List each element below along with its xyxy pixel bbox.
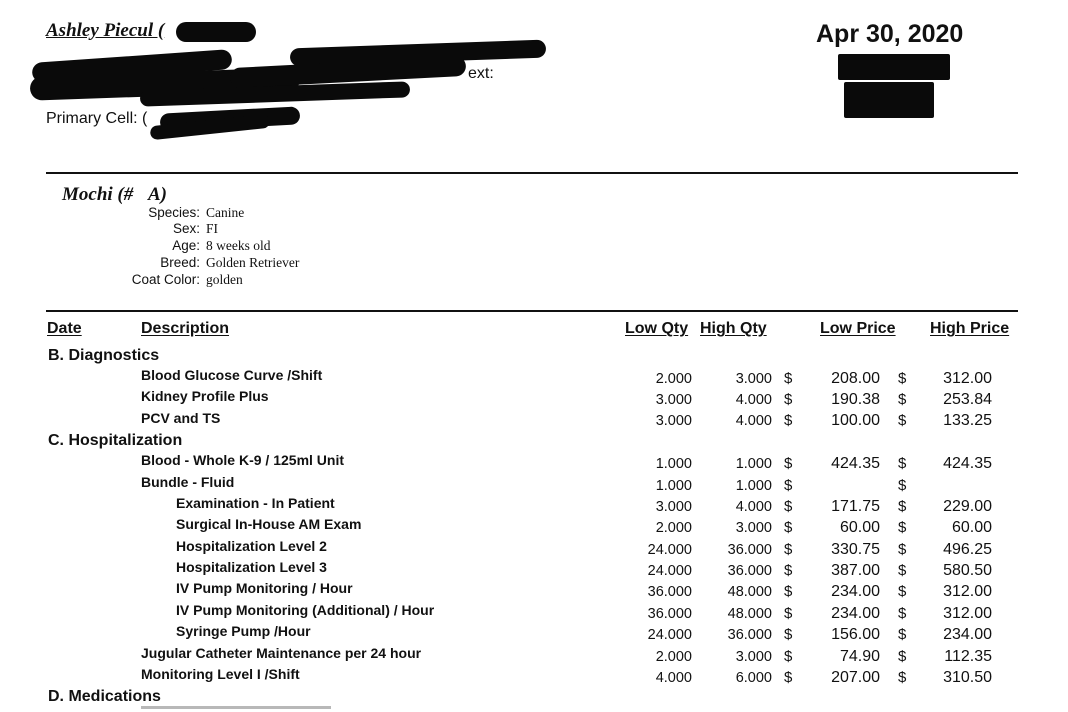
item-low-price: 424.35 — [831, 455, 880, 472]
item-high-price: 496.25 — [943, 541, 992, 558]
item-high-qty: 4.000 — [735, 413, 772, 429]
item-description: Surgical In-House AM Exam — [176, 516, 362, 532]
age-label: Age: — [172, 238, 200, 253]
item-high-price: 112.35 — [944, 648, 992, 665]
patient-name-text: Mochi (# — [62, 184, 134, 205]
item-description: Examination - In Patient — [176, 495, 335, 511]
item-description: Blood Glucose Curve /Shift — [141, 367, 323, 383]
item-low-qty: 2.000 — [655, 649, 692, 665]
breed-value: Golden Retriever — [206, 255, 300, 270]
item-low-qty: 36.000 — [647, 606, 692, 622]
item-high-qty: 4.000 — [735, 499, 772, 515]
item-low-qty: 24.000 — [647, 542, 692, 558]
item-high-dollar: $ — [898, 605, 907, 622]
item-description: Bundle - Fluid — [141, 474, 235, 490]
item-high-qty: 3.000 — [735, 649, 772, 665]
item-high-price: 133.25 — [943, 412, 992, 429]
item-low-qty: 36.000 — [647, 584, 692, 600]
item-high-qty: 48.000 — [727, 584, 772, 600]
species-value: Canine — [206, 205, 245, 220]
item-low-price: 156.00 — [831, 626, 880, 643]
redaction-clinic-2 — [844, 82, 934, 118]
item-high-dollar: $ — [898, 669, 907, 686]
col-description: Description — [141, 320, 230, 337]
patient-divider — [46, 310, 1018, 312]
item-high-qty: 3.000 — [735, 520, 772, 536]
item-high-dollar: $ — [898, 648, 907, 665]
item-low-price: 207.00 — [831, 669, 880, 686]
item-low-qty: 1.000 — [655, 478, 692, 494]
item-high-price: 60.00 — [951, 519, 992, 536]
estimate-date: Apr 30, 2020 — [816, 20, 964, 48]
item-high-price: 234.00 — [943, 626, 992, 643]
item-low-dollar: $ — [784, 541, 793, 558]
item-high-price: 310.50 — [943, 669, 992, 686]
item-low-dollar: $ — [784, 562, 793, 579]
item-description: Hospitalization Level 2 — [176, 538, 327, 554]
item-low-dollar: $ — [784, 626, 793, 643]
item-high-price: 424.35 — [943, 455, 992, 472]
patient-name — [62, 184, 167, 206]
item-low-dollar: $ — [784, 391, 793, 408]
item-description: Kidney Profile Plus — [141, 388, 269, 404]
item-high-qty: 6.000 — [735, 670, 772, 686]
item-high-qty: 3.000 — [735, 371, 772, 387]
ext-label: ext: — [468, 65, 494, 82]
item-high-dollar: $ — [898, 391, 907, 408]
item-low-qty: 24.000 — [647, 627, 692, 643]
item-high-dollar: $ — [898, 562, 907, 579]
item-high-dollar: $ — [898, 455, 907, 472]
item-high-qty: 1.000 — [735, 478, 772, 494]
item-high-dollar: $ — [898, 370, 907, 387]
item-low-dollar: $ — [784, 583, 793, 600]
sex-value: FI — [206, 221, 219, 236]
redaction-name — [176, 22, 256, 42]
item-low-dollar: $ — [784, 412, 793, 429]
item-low-qty: 4.000 — [655, 670, 692, 686]
item-description: IV Pump Monitoring (Additional) / Hour — [176, 602, 435, 618]
col-low-price: Low Price — [820, 320, 896, 337]
redaction-clinic-1 — [838, 54, 950, 80]
item-high-dollar: $ — [898, 412, 907, 429]
header-divider — [46, 172, 1018, 174]
item-high-price: 312.00 — [943, 583, 992, 600]
item-low-price: 387.00 — [831, 562, 880, 579]
primary-cell-label: Primary Cell: ( — [46, 110, 148, 127]
item-low-dollar: $ — [784, 669, 793, 686]
section-medications: D. Medications — [48, 688, 161, 705]
col-date: Date — [47, 320, 82, 337]
item-low-price: 330.75 — [831, 541, 880, 558]
item-low-dollar: $ — [784, 370, 793, 387]
breed-label: Breed: — [160, 255, 200, 270]
item-high-price: 253.84 — [943, 391, 992, 408]
sex-label: Sex: — [172, 221, 200, 236]
item-high-price: 229.00 — [943, 498, 992, 515]
item-high-qty: 48.000 — [727, 606, 772, 622]
item-high-dollar: $ — [898, 626, 907, 643]
item-low-price: 171.75 — [831, 498, 880, 515]
item-low-price: 190.38 — [831, 391, 880, 408]
item-high-dollar: $ — [898, 541, 907, 558]
item-low-dollar: $ — [784, 519, 793, 536]
item-description: Hospitalization Level 3 — [176, 559, 327, 575]
item-high-qty: 4.000 — [735, 392, 772, 408]
patient-name-suffix: A) — [148, 184, 167, 205]
item-description: Syringe Pump /Hour — [176, 623, 311, 639]
item-low-price: 60.00 — [839, 519, 880, 536]
item-low-dollar: $ — [784, 477, 793, 494]
coat-color-label: Coat Color: — [131, 272, 200, 287]
species-label: Species: — [148, 205, 200, 220]
item-high-dollar: $ — [898, 519, 907, 536]
item-low-price: 234.00 — [831, 605, 880, 622]
item-description: Jugular Catheter Maintenance per 24 hour — [141, 645, 422, 661]
item-low-qty: 24.000 — [647, 563, 692, 579]
item-low-qty: 3.000 — [655, 392, 692, 408]
item-high-qty: 36.000 — [727, 542, 772, 558]
item-description: Blood - Whole K-9 / 125ml Unit — [141, 452, 345, 468]
item-high-price: 580.50 — [943, 562, 992, 579]
item-low-dollar: $ — [784, 605, 793, 622]
item-low-qty: 1.000 — [655, 456, 692, 472]
col-low-qty: Low Qty — [625, 320, 689, 337]
coat-color-value: golden — [206, 272, 243, 287]
item-description: Monitoring Level I /Shift — [141, 666, 300, 682]
item-high-qty: 1.000 — [735, 456, 772, 472]
item-low-price: 234.00 — [831, 583, 880, 600]
section-diagnostics: B. Diagnostics — [48, 347, 160, 364]
item-high-dollar: $ — [898, 498, 907, 515]
age-value: 8 weeks old — [206, 238, 271, 253]
item-low-qty: 2.000 — [655, 371, 692, 387]
item-description: PCV and TS — [141, 410, 221, 426]
item-low-dollar: $ — [784, 648, 793, 665]
item-low-qty: 3.000 — [655, 499, 692, 515]
item-low-qty: 3.000 — [655, 413, 692, 429]
col-high-qty: High Qty — [700, 320, 767, 337]
item-low-dollar: $ — [784, 498, 793, 515]
item-high-price: 312.00 — [943, 605, 992, 622]
item-low-price: 100.00 — [831, 412, 880, 429]
item-high-dollar: $ — [898, 583, 907, 600]
item-high-qty: 36.000 — [727, 563, 772, 579]
item-low-price: 208.00 — [831, 370, 880, 387]
item-high-dollar: $ — [898, 477, 907, 494]
col-high-price: High Price — [930, 320, 1010, 337]
item-high-qty: 36.000 — [727, 627, 772, 643]
item-low-qty: 2.000 — [655, 520, 692, 536]
item-low-dollar: $ — [784, 455, 793, 472]
item-high-price: 312.00 — [943, 370, 992, 387]
item-description: IV Pump Monitoring / Hour — [176, 580, 353, 596]
cutoff-row — [141, 706, 341, 712]
owner-name: Ashley Piecul ( — [46, 20, 165, 41]
item-low-price: 74.90 — [839, 648, 880, 665]
section-hospitalization: C. Hospitalization — [48, 432, 183, 449]
